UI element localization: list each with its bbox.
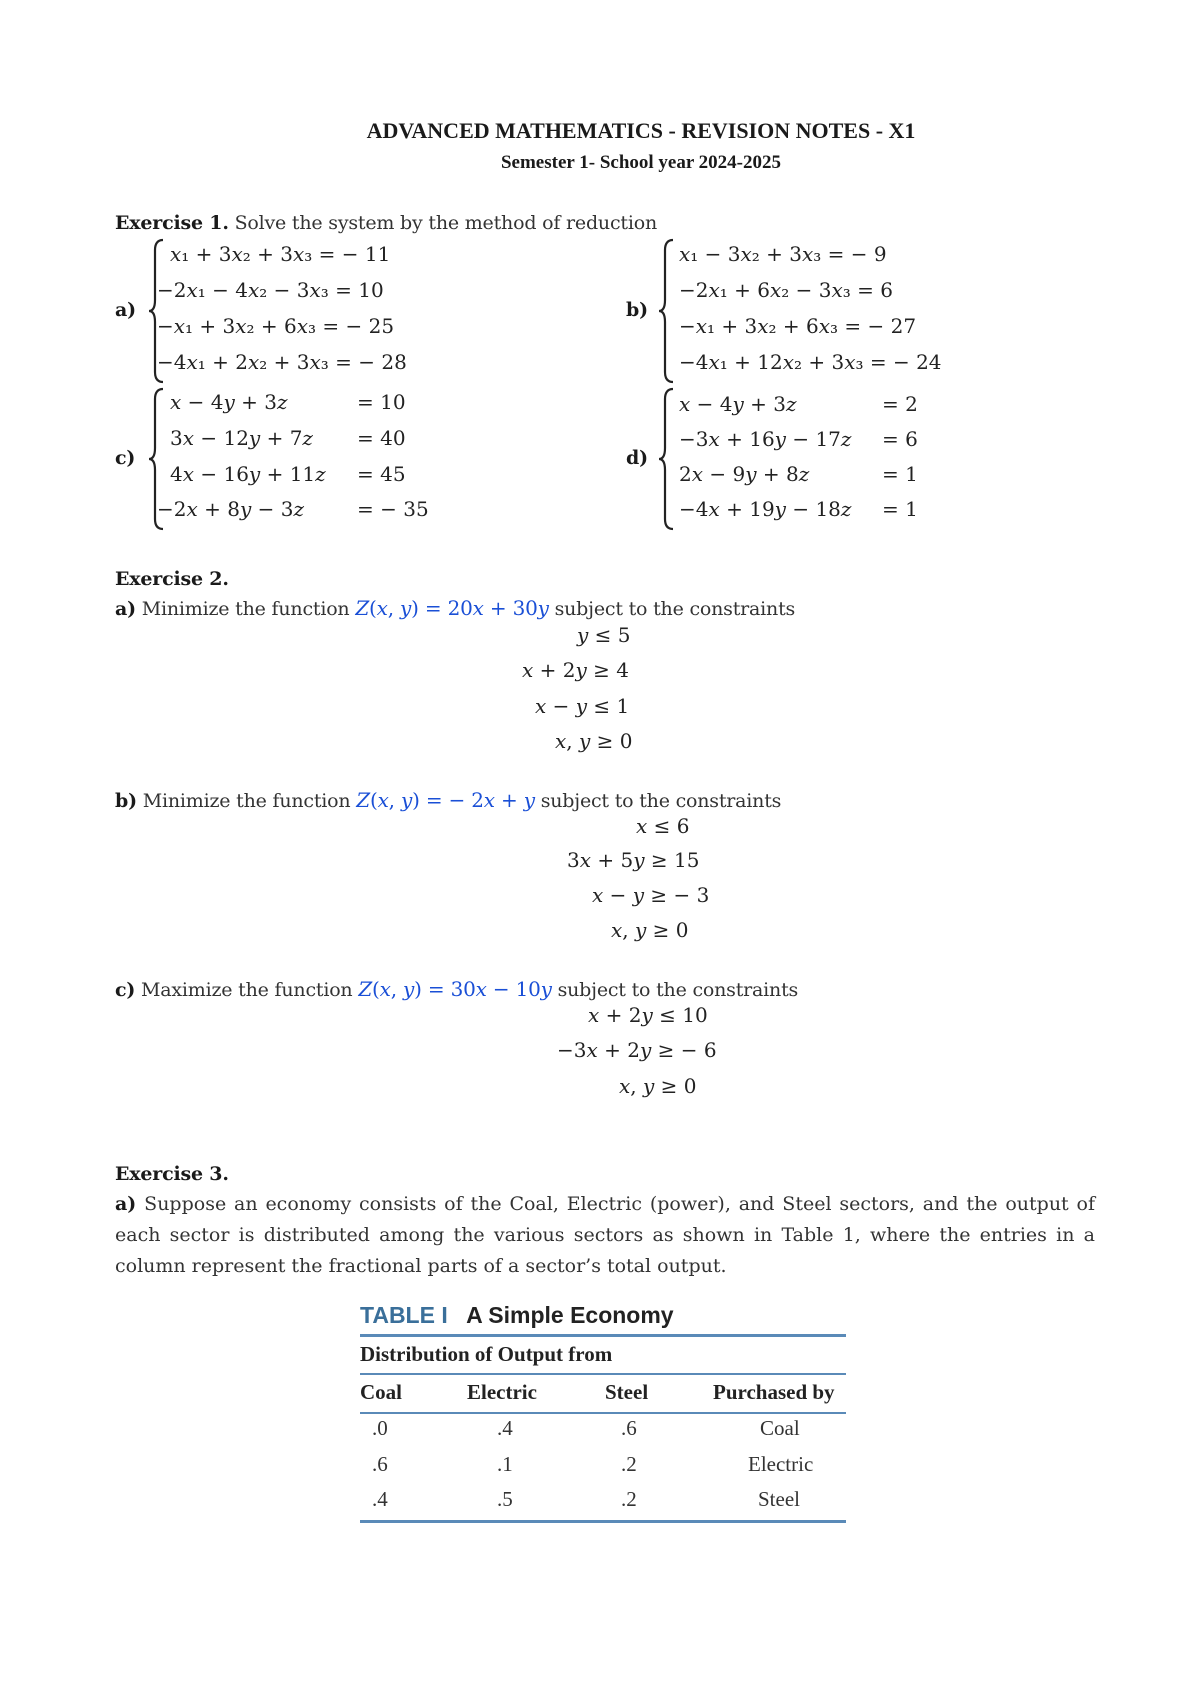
exercise-2a-suffix: subject to the constraints: [554, 598, 796, 620]
exercise-2b-prefix: Minimize the function: [142, 790, 351, 812]
table-cell: .4: [372, 1487, 388, 1511]
exercise-1-heading: [115, 212, 657, 234]
table-number: TABLE I: [360, 1302, 448, 1328]
table-cell: Steel: [758, 1487, 800, 1511]
table-cell: .5: [497, 1487, 513, 1511]
table-caption: [360, 1302, 674, 1329]
exercise-2c-statement: [115, 977, 798, 1001]
constraint: 𝑥 − 𝑦 ≥ − 3: [592, 883, 710, 907]
table-header-rule: [360, 1412, 846, 1414]
table-group-header: Distribution of Output from: [360, 1342, 613, 1366]
exercise-2c-prefix: Maximize the function: [141, 979, 353, 1001]
system-b-row: 𝑥₁ − 3𝑥₂ + 3𝑥₃ = − 9: [679, 242, 887, 266]
system-d-label: d): [626, 447, 648, 469]
constraint: 𝑥 + 2𝑦 ≥ 4: [522, 658, 629, 682]
system-d-rhs: = 1: [882, 497, 918, 521]
table-header-cell: Steel: [605, 1380, 649, 1404]
table-header-cell: Purchased by: [713, 1380, 835, 1404]
system-a-row: −4𝑥₁ + 2𝑥₂ + 3𝑥₃ = − 28: [157, 350, 407, 374]
document-subtitle: Semester 1- School year 2024-2025: [500, 152, 782, 173]
system-c-rhs: = 45: [357, 462, 406, 486]
constraint: 𝑥, 𝑦 ≥ 0: [619, 1074, 697, 1098]
system-c-rhs: = − 35: [357, 497, 429, 521]
exercise-2a-label: a): [115, 598, 136, 620]
constraint: −3𝑥 + 2𝑦 ≥ − 6: [557, 1038, 717, 1062]
table-group-rule: [360, 1373, 846, 1375]
table-header-cell: Electric: [467, 1380, 537, 1404]
system-c-label: c): [115, 447, 136, 469]
system-c-lhs: 𝑥 − 4𝑦 + 3𝑧: [170, 390, 288, 414]
system-d-rhs: = 1: [882, 462, 918, 486]
system-d-lhs: −3𝑥 + 16𝑦 − 17𝑧: [679, 427, 852, 451]
exercise-2c-function: 𝑍(𝑥, 𝑦) = 30𝑥 − 10𝑦: [358, 977, 552, 1001]
system-c-rhs: = 40: [357, 426, 406, 450]
table-cell: .4: [497, 1416, 513, 1440]
table-header-cell: Coal: [360, 1380, 402, 1404]
system-d-rhs: = 2: [882, 392, 918, 416]
table-cell: .6: [372, 1452, 388, 1476]
exercise-2a-statement: [115, 596, 795, 620]
exercise-3a-text: Suppose an economy consists of the Coal, Electric (power), and Steel sectors, and the output of each sector is distributed among the various sectors as shown in Table 1, where the entries in a column represent the fractional parts of a sector’s total output.: [115, 1193, 1096, 1277]
exercise-2c-label: c): [115, 979, 136, 1001]
system-d-lhs: 2𝑥 − 9𝑦 + 8𝑧: [679, 462, 810, 486]
table-cell: Coal: [760, 1416, 800, 1440]
constraint: 𝑥, 𝑦 ≥ 0: [555, 729, 633, 753]
exercise-2b-label: b): [115, 790, 137, 812]
system-d-lhs: −4𝑥 + 19𝑦 − 18𝑧: [679, 497, 852, 521]
system-c-lhs: 4𝑥 − 16𝑦 + 11𝑧: [170, 462, 326, 486]
system-d-brace: [658, 387, 678, 531]
exercise-2b-function: 𝑍(𝑥, 𝑦) = − 2𝑥 + 𝑦: [356, 788, 535, 812]
system-c-lhs: 3𝑥 − 12𝑦 + 7𝑧: [170, 426, 313, 450]
system-a-row: 𝑥₁ + 3𝑥₂ + 3𝑥₃ = − 11: [170, 242, 391, 266]
exercise-3-label: Exercise 3.: [115, 1163, 229, 1185]
exercise-1-label: Exercise 1.: [115, 212, 229, 234]
constraint: 𝑥 − 𝑦 ≤ 1: [535, 694, 630, 718]
table-cell: Electric: [748, 1452, 814, 1476]
constraint: 𝑥 ≤ 6: [636, 814, 690, 838]
system-c-lhs: −2𝑥 + 8𝑦 − 3𝑧: [157, 497, 304, 521]
constraint: 𝑦 ≤ 5: [577, 623, 631, 647]
system-b-label: b): [626, 299, 648, 321]
exercise-2-label: Exercise 2.: [115, 568, 229, 590]
system-b-row: −4𝑥₁ + 12𝑥₂ + 3𝑥₃ = − 24: [679, 350, 942, 374]
constraint: 3𝑥 + 5𝑦 ≥ 15: [567, 848, 700, 872]
exercise-2a-function: 𝑍(𝑥, 𝑦) = 20𝑥 + 30𝑦: [355, 596, 549, 620]
exercise-1-instruction: Solve the system by the method of reduction: [234, 212, 657, 234]
system-c-rhs: = 10: [357, 390, 406, 414]
system-b-brace: [658, 238, 678, 384]
exercise-3a-paragraph: [115, 1189, 1095, 1282]
table-cell: .6: [621, 1416, 637, 1440]
table-top-rule: [360, 1334, 846, 1337]
table-cell: .2: [621, 1487, 637, 1511]
table-cell: .0: [372, 1416, 388, 1440]
exercise-2a-prefix: Minimize the function: [141, 598, 350, 620]
constraint: 𝑥, 𝑦 ≥ 0: [611, 918, 689, 942]
system-d-lhs: 𝑥 − 4𝑦 + 3𝑧: [679, 392, 797, 416]
exercise-2b-statement: [115, 788, 781, 812]
system-a-row: −2𝑥₁ − 4𝑥₂ − 3𝑥₃ = 10: [157, 278, 384, 302]
system-b-row: −𝑥₁ + 3𝑥₂ + 6𝑥₃ = − 27: [679, 314, 917, 338]
system-b-row: −2𝑥₁ + 6𝑥₂ − 3𝑥₃ = 6: [679, 278, 893, 302]
system-a-row: −𝑥₁ + 3𝑥₂ + 6𝑥₃ = − 25: [157, 314, 395, 338]
exercise-2c-suffix: subject to the constraints: [557, 979, 799, 1001]
table-name: A Simple Economy: [466, 1302, 674, 1328]
system-d-rhs: = 6: [882, 427, 918, 451]
table-bottom-rule: [360, 1520, 846, 1523]
document-title: ADVANCED MATHEMATICS - REVISION NOTES - X1: [366, 118, 916, 143]
table-cell: .2: [621, 1452, 637, 1476]
exercise-2b-suffix: subject to the constraints: [540, 790, 782, 812]
table-cell: .1: [497, 1452, 513, 1476]
exercise-3a-label: a): [115, 1193, 137, 1215]
constraint: 𝑥 + 2𝑦 ≤ 10: [588, 1003, 708, 1027]
system-a-label: a): [115, 299, 136, 321]
